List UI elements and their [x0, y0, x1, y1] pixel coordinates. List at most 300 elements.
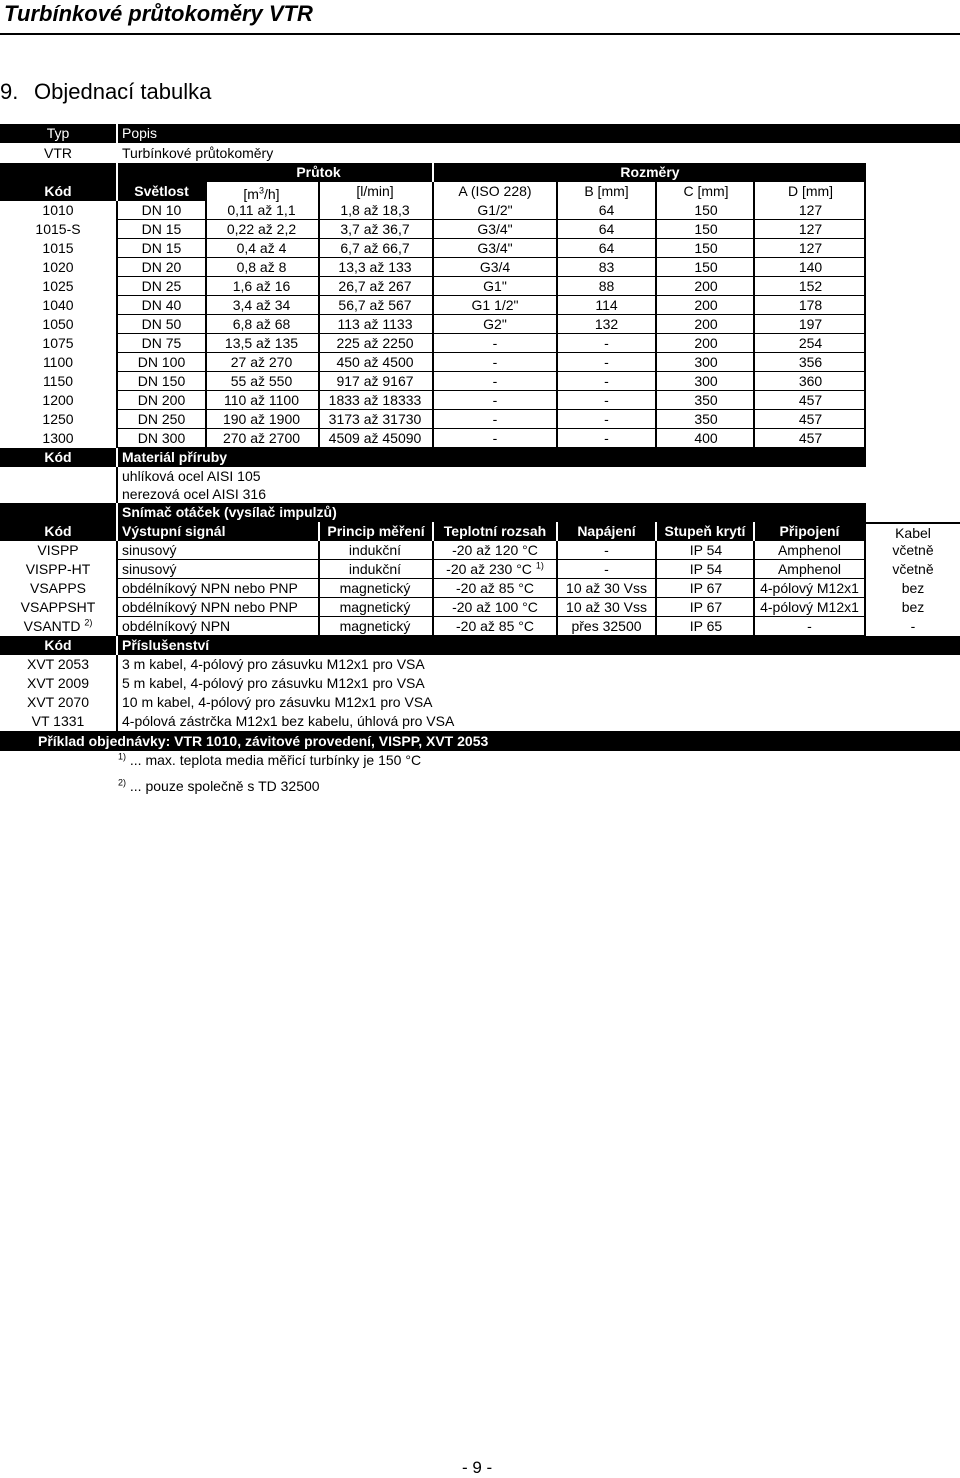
document-header-title: Turbínkové průtokoměry VTR — [4, 1, 313, 26]
size-cell-prutok-lmin: 56,7 až 567 — [338, 297, 412, 313]
column-divider — [318, 579, 320, 598]
size-cell-kod: 1015-S — [35, 221, 81, 237]
header-d: D [mm] — [787, 183, 834, 199]
sensor-value-kod: VSAPPSHT — [20, 599, 96, 615]
material-item: uhlíková ocel AISI 105 — [122, 468, 261, 484]
column-divider — [205, 201, 207, 220]
sensor-cell-pripojeni — [755, 579, 864, 598]
material-row — [0, 467, 960, 485]
size-cell-kod: 1300 — [42, 430, 74, 446]
column-divider — [655, 579, 657, 598]
size-row — [0, 429, 960, 448]
accessory-title: Příslušenství — [122, 637, 210, 653]
size-cell-rozmer-c: 350 — [694, 411, 718, 427]
footnote-ref: 1) — [535, 560, 544, 571]
header-c: C [mm] — [683, 183, 729, 199]
column-divider — [116, 334, 118, 353]
size-cell-kod: 1025 — [42, 278, 74, 294]
size-cell-svetlost: DN 75 — [141, 335, 182, 351]
accessory-code: XVT 2009 — [26, 675, 89, 691]
column-divider — [556, 277, 558, 296]
column-divider — [753, 541, 755, 560]
sensor-value-pripojeni: 4-pólový M12x1 — [760, 599, 859, 615]
sensor-value-napajeni: - — [604, 561, 609, 577]
column-divider — [116, 296, 118, 315]
column-divider — [318, 617, 320, 636]
size-cell-rozmer-a: - — [492, 373, 498, 389]
column-divider — [753, 258, 755, 277]
size-cell-svetlost: DN 50 — [141, 316, 182, 332]
size-cell-rozmer-b: 132 — [594, 316, 619, 332]
sensor-value-napajeni: 10 až 30 Vss — [566, 599, 647, 615]
size-cell-prutok-lmin: 4509 až 45090 — [328, 430, 422, 446]
size-cell-svetlost: DN 250 — [137, 411, 186, 427]
column-divider — [318, 598, 320, 617]
column-divider — [655, 277, 657, 296]
column-divider — [655, 560, 657, 579]
sensor-value-kryti: IP 67 — [689, 580, 723, 596]
column-divider — [655, 239, 657, 258]
sensor-cell-princip — [318, 560, 432, 579]
size-row — [0, 277, 960, 296]
size-cell-rozmer-d: 127 — [798, 221, 823, 237]
column-divider — [205, 315, 207, 334]
sensor-cell-pripojeni — [755, 560, 864, 579]
column-divider — [864, 391, 866, 410]
size-cell-prutok-m3h: 55 až 550 — [230, 373, 293, 389]
size-cell-svetlost: DN 25 — [141, 278, 182, 294]
column-divider — [116, 410, 118, 429]
column-divider — [753, 560, 755, 579]
column-divider — [432, 239, 434, 258]
footnote-ref: 2) — [84, 617, 93, 628]
size-cell-rozmer-b: 64 — [598, 240, 615, 256]
column-divider — [864, 617, 866, 636]
column-divider — [432, 258, 434, 277]
sensor-cell-signal — [118, 560, 318, 579]
sensor-cell-kryti — [657, 579, 755, 598]
size-cell-prutok-lmin: 13,3 až 133 — [338, 259, 412, 275]
accessory-row — [0, 674, 960, 693]
column-divider — [116, 655, 118, 674]
order-example: Příklad objednávky: VTR 1010, závitové provedení, VISPP, XVT 2053 — [38, 733, 489, 749]
column-divider — [556, 617, 558, 636]
header-a: A (ISO 228) — [458, 183, 532, 199]
column-divider — [556, 372, 558, 391]
size-header-row — [0, 182, 960, 201]
column-divider — [864, 239, 866, 258]
sensor-cell-kryti — [657, 560, 755, 579]
column-divider — [753, 372, 755, 391]
section-number: 9. — [0, 79, 19, 104]
column-divider — [753, 617, 755, 636]
column-divider — [556, 579, 558, 598]
size-cell-rozmer-a: - — [492, 430, 498, 446]
column-divider — [655, 429, 657, 448]
column-divider — [753, 220, 755, 239]
size-cell-rozmer-c: 200 — [694, 297, 718, 313]
size-cell-svetlost: DN 150 — [137, 373, 186, 389]
column-divider — [655, 334, 657, 353]
column-divider — [116, 429, 118, 448]
column-divider — [864, 429, 866, 448]
sensor-cell-pripojeni — [755, 541, 864, 560]
column-divider — [556, 429, 558, 448]
column-divider — [116, 712, 118, 731]
size-cell-rozmer-c: 200 — [694, 335, 718, 351]
column-divider — [556, 353, 558, 372]
column-divider — [556, 315, 558, 334]
size-cell-rozmer-c: 300 — [694, 373, 718, 389]
sensor-cell-kabel — [866, 579, 960, 598]
sensor-rows — [0, 541, 960, 636]
accessory-code: XVT 2070 — [26, 694, 89, 710]
column-divider — [655, 391, 657, 410]
size-cell-kod: 1200 — [42, 392, 74, 408]
sensor-cell-princip — [318, 598, 432, 617]
size-cell-svetlost: DN 40 — [141, 297, 182, 313]
column-divider — [432, 334, 434, 353]
column-divider — [116, 258, 118, 277]
accessory-kod-header: Kód — [44, 637, 72, 653]
accessory-description: 4-pólová zástrčka M12x1 bez kabelu, úhlová pro VSA — [122, 713, 455, 729]
size-cell-prutok-m3h: 270 až 2700 — [222, 430, 301, 446]
sensor-value-napajeni: přes 32500 — [571, 618, 642, 634]
accessory-description: 5 m kabel, 4-pólový pro zásuvku M12x1 pro VSA — [122, 675, 425, 691]
column-divider — [318, 410, 320, 429]
size-cell-rozmer-a: - — [492, 411, 498, 427]
size-cell-rozmer-c: 150 — [694, 240, 718, 256]
column-divider — [655, 372, 657, 391]
footnote-2 — [118, 778, 320, 794]
size-cell-prutok-lmin: 1,8 až 18,3 — [340, 202, 410, 218]
size-group-row — [0, 163, 960, 182]
type-header-row — [0, 124, 960, 143]
size-cell-rozmer-a: - — [492, 335, 498, 351]
size-cell-kod: 1250 — [42, 411, 74, 427]
column-divider — [655, 353, 657, 372]
sensor-row — [0, 617, 960, 636]
sensor-header-pripojeni: Připojení — [779, 523, 840, 539]
size-cell-kod: 1050 — [42, 316, 74, 332]
sensor-cell-teplota — [434, 541, 556, 560]
material-title: Materiál příruby — [122, 449, 228, 465]
accessory-row — [0, 655, 960, 674]
column-divider — [318, 334, 320, 353]
size-cell-svetlost: DN 10 — [141, 202, 182, 218]
sensor-cell-kabel — [866, 541, 960, 560]
order-table — [0, 124, 960, 751]
sensor-cell-kryti — [657, 617, 755, 636]
column-divider — [116, 220, 118, 239]
column-divider — [864, 353, 866, 372]
sensor-cell-kabel — [866, 560, 960, 579]
section-title-text: Objednací tabulka — [34, 79, 212, 104]
group-rozmery: Rozměry — [620, 164, 680, 180]
column-divider — [318, 220, 320, 239]
sensor-value-teplota: -20 až 85 °C — [456, 618, 534, 634]
size-cell-rozmer-a: G1" — [483, 278, 507, 294]
accessory-description: 10 m kabel, 4-pólový pro zásuvku M12x1 pro VSA — [122, 694, 433, 710]
header-lmin: [l/min] — [356, 183, 394, 199]
column-divider — [205, 410, 207, 429]
size-cell-prutok-m3h: 27 až 270 — [230, 354, 293, 370]
column-divider — [432, 541, 434, 560]
sensor-value-signal: obdélníkový NPN — [122, 618, 231, 634]
sensor-cell-kryti — [657, 598, 755, 617]
column-divider — [116, 693, 118, 712]
sensor-cell-signal — [118, 541, 318, 560]
sensor-cell-teplota — [434, 560, 556, 579]
sensor-cell-princip — [318, 617, 432, 636]
column-divider — [655, 598, 657, 617]
sensor-value-pripojeni: 4-pólový M12x1 — [760, 580, 859, 596]
column-divider — [753, 391, 755, 410]
size-cell-rozmer-d: 140 — [798, 259, 823, 275]
column-divider — [864, 258, 866, 277]
size-cell-rozmer-d: 127 — [798, 202, 823, 218]
description-header: Popis — [122, 125, 158, 141]
size-cell-rozmer-d: 457 — [798, 392, 823, 408]
column-divider — [753, 598, 755, 617]
size-cell-rozmer-b: - — [604, 411, 609, 427]
size-cell-rozmer-b: 64 — [598, 202, 615, 218]
size-cell-rozmer-b: 83 — [598, 259, 615, 275]
sensor-value-kabel: bez — [901, 599, 925, 615]
accessory-description: 3 m kabel, 4-pólový pro zásuvku M12x1 pro VSA — [122, 656, 425, 672]
column-divider — [864, 560, 866, 579]
column-divider — [116, 467, 118, 485]
column-divider — [116, 372, 118, 391]
sensor-value-princip: magnetický — [339, 618, 411, 634]
size-cell-rozmer-a: - — [492, 354, 498, 370]
size-cell-prutok-m3h: 110 až 1100 — [224, 392, 299, 408]
column-divider — [556, 541, 558, 560]
sensor-cell-kabel — [866, 598, 960, 617]
column-divider — [753, 353, 755, 372]
sensor-header-signal: Výstupní signál — [122, 523, 226, 539]
column-divider — [318, 258, 320, 277]
column-divider — [753, 429, 755, 448]
sensor-row — [0, 579, 960, 598]
column-divider — [205, 353, 207, 372]
column-divider — [318, 391, 320, 410]
column-divider — [205, 334, 207, 353]
column-divider — [116, 201, 118, 220]
size-cell-rozmer-a: G1/2" — [477, 202, 513, 218]
accessory-code: XVT 2053 — [26, 656, 89, 672]
size-cell-rozmer-b: - — [604, 354, 609, 370]
size-cell-rozmer-b: 64 — [598, 221, 615, 237]
sensor-cell-kod — [0, 617, 116, 636]
size-cell-prutok-lmin: 6,7 až 66,7 — [340, 240, 410, 256]
column-divider — [556, 334, 558, 353]
column-divider — [318, 315, 320, 334]
sensor-value-kryti: IP 65 — [689, 618, 723, 634]
footnote-2-text: ... pouze společně s TD 32500 — [129, 778, 320, 794]
size-cell-svetlost: DN 300 — [137, 430, 186, 446]
sensor-value-kod: VISPP-HT — [25, 561, 91, 577]
column-divider — [864, 334, 866, 353]
sensor-cell-princip — [318, 541, 432, 560]
column-divider — [318, 277, 320, 296]
sensor-header-kod: Kód — [44, 523, 72, 539]
column-divider — [116, 598, 118, 617]
column-divider — [432, 391, 434, 410]
header-m3h: $[m^3/h]$ — [243, 185, 280, 202]
column-divider — [655, 315, 657, 334]
column-divider — [864, 410, 866, 429]
sensor-cell-kod — [0, 598, 116, 617]
sensor-value-pripojeni: Amphenol — [777, 542, 842, 558]
header-b: B [mm] — [584, 183, 629, 199]
sensor-cell-signal — [118, 617, 318, 636]
size-cell-rozmer-b: - — [604, 392, 609, 408]
sensor-row — [0, 560, 960, 579]
sensor-value-kabel: - — [910, 618, 916, 634]
sensor-value-kryti: IP 54 — [689, 561, 723, 577]
column-divider — [753, 277, 755, 296]
sensor-value-teplota: -20 až 85 °C — [456, 580, 534, 596]
order-example-row — [0, 731, 960, 751]
column-divider — [864, 598, 866, 617]
size-cell-prutok-m3h: 3,4 až 34 — [232, 297, 291, 313]
accessory-rows — [0, 655, 960, 731]
column-divider — [655, 258, 657, 277]
sensor-cell-pripojeni — [755, 598, 864, 617]
sensor-cell-signal — [118, 598, 318, 617]
column-divider — [432, 353, 434, 372]
material-row — [0, 485, 960, 503]
size-row — [0, 201, 960, 220]
size-row — [0, 315, 960, 334]
size-cell-rozmer-b: - — [604, 430, 609, 446]
column-divider — [655, 220, 657, 239]
accessory-row — [0, 693, 960, 712]
size-cell-kod: 1075 — [42, 335, 74, 351]
sensor-cell-napajeni — [556, 598, 657, 617]
column-divider — [753, 334, 755, 353]
sensor-value-signal: sinusový — [122, 561, 177, 577]
size-cell-prutok-lmin: 3,7 až 36,7 — [340, 221, 410, 237]
sensor-header-kabel: Kabel — [895, 525, 931, 541]
column-divider — [432, 617, 434, 636]
column-divider — [556, 410, 558, 429]
column-divider — [116, 579, 118, 598]
column-divider — [864, 315, 866, 334]
page-number: - 9 - — [462, 1458, 493, 1477]
column-divider — [205, 220, 207, 239]
size-cell-rozmer-d: 360 — [798, 373, 823, 389]
header-svetlost: Světlost — [134, 183, 189, 199]
size-cell-prutok-lmin: 26,7 až 267 — [338, 278, 412, 294]
footnote-1 — [118, 752, 421, 768]
sensor-value-napajeni: - — [604, 542, 609, 558]
sensor-cell-teplota — [434, 617, 556, 636]
column-divider — [432, 220, 434, 239]
sensor-header-teplota: Teplotní rozsah — [443, 523, 547, 539]
sensor-value-signal: sinusový — [122, 542, 177, 558]
column-divider — [753, 239, 755, 258]
sensor-cell-pripojeni — [755, 617, 864, 636]
column-divider — [116, 541, 118, 560]
sensor-cell-teplota — [434, 598, 556, 617]
column-divider — [556, 239, 558, 258]
sensor-cell-kod — [0, 541, 116, 560]
column-divider — [655, 541, 657, 560]
column-divider — [318, 201, 320, 220]
size-cell-prutok-lmin: 3173 až 31730 — [328, 411, 422, 427]
sensor-cell-kod — [0, 579, 116, 598]
size-row — [0, 334, 960, 353]
size-cell-kod: 1015 — [42, 240, 74, 256]
size-cell-rozmer-d: 127 — [798, 240, 823, 256]
size-row — [0, 410, 960, 429]
sensor-value-kabel: včetně — [892, 542, 934, 558]
sensor-value-kryti: IP 67 — [689, 599, 723, 615]
size-cell-rozmer-d: 457 — [798, 430, 823, 446]
column-divider — [432, 277, 434, 296]
column-divider — [864, 541, 866, 560]
size-cell-rozmer-a: G3/4" — [477, 240, 513, 256]
size-cell-rozmer-d: 197 — [798, 316, 823, 332]
column-divider — [864, 296, 866, 315]
header-kod: Kód — [44, 183, 72, 199]
size-cell-kod: 1150 — [42, 373, 74, 389]
column-divider — [753, 315, 755, 334]
column-divider — [432, 201, 434, 220]
column-divider — [556, 296, 558, 315]
sensor-value-pripojeni: Amphenol — [777, 561, 842, 577]
column-divider — [432, 560, 434, 579]
size-cell-rozmer-c: 400 — [694, 430, 718, 446]
column-divider — [556, 560, 558, 579]
sensor-value-princip: indukční — [348, 542, 402, 558]
column-divider — [116, 353, 118, 372]
size-cell-kod: 1100 — [42, 354, 74, 370]
sensor-cell-kryti — [657, 541, 755, 560]
column-divider — [116, 391, 118, 410]
type-description: Turbínkové průtokoměry — [122, 145, 274, 161]
size-cell-prutok-m3h: 0,8 až 8 — [236, 259, 287, 275]
material-rows — [0, 467, 960, 503]
column-divider — [318, 372, 320, 391]
column-divider — [432, 315, 434, 334]
size-cell-rozmer-b: 88 — [598, 278, 615, 294]
sensor-cell-teplota — [434, 579, 556, 598]
column-divider — [116, 315, 118, 334]
size-cell-rozmer-c: 150 — [694, 202, 718, 218]
footnote-2-mark: 2) — [118, 777, 127, 788]
column-divider — [318, 560, 320, 579]
column-divider — [753, 201, 755, 220]
sensor-value-princip: magnetický — [339, 599, 411, 615]
size-row — [0, 239, 960, 258]
group-prutok: Průtok — [296, 164, 341, 180]
sensor-cell-napajeni — [556, 541, 657, 560]
column-divider — [432, 410, 434, 429]
column-divider — [753, 410, 755, 429]
size-cell-prutok-m3h: 190 až 1900 — [222, 411, 301, 427]
size-cell-svetlost: DN 100 — [137, 354, 186, 370]
column-divider — [432, 296, 434, 315]
column-divider — [655, 617, 657, 636]
header-rule — [0, 33, 960, 35]
column-divider — [864, 372, 866, 391]
sensor-value-pripojeni: - — [807, 618, 812, 634]
size-row — [0, 391, 960, 410]
size-cell-prutok-lmin: 450 až 4500 — [336, 354, 414, 370]
